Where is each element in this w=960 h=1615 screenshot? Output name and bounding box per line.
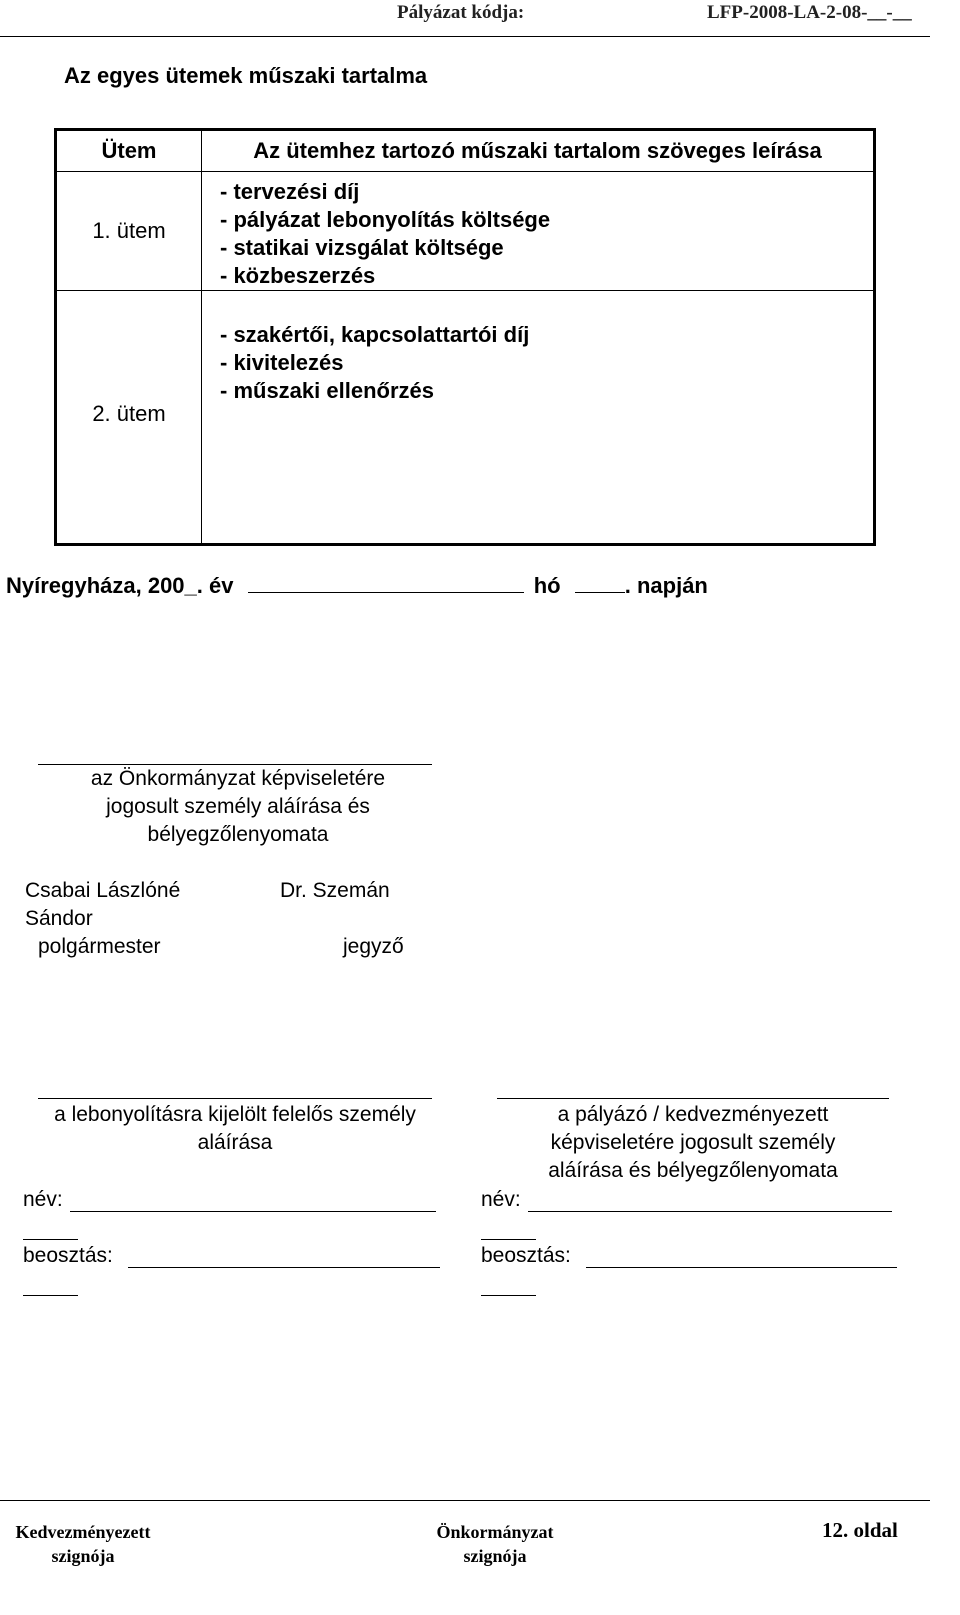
footer-divider (0, 1500, 930, 1501)
left-name-field[interactable] (70, 1211, 436, 1212)
date-day-label: . napján (624, 573, 708, 598)
footer-municipality-initials: Önkormányzat szignója (436, 1522, 554, 1566)
caption-line: aláírása és bélyegzőlenyomata (548, 1159, 838, 1182)
table-header-row (56, 130, 875, 172)
right-signature-line[interactable] (497, 1098, 889, 1099)
right-signature-caption (477, 1101, 909, 1185)
list-item: - statikai vizsgálat költsége (220, 235, 504, 260)
col-header-stage: Ütem (56, 130, 202, 172)
left-signature-line[interactable] (38, 1098, 432, 1099)
date-line (6, 572, 708, 599)
left-position-field[interactable] (128, 1267, 440, 1268)
stage-cell: 2. ütem (56, 291, 202, 545)
right-name-field-cont[interactable] (481, 1239, 536, 1240)
footer-beneficiary-initials: Kedvezményezett szignója (15, 1522, 151, 1566)
notary-title: jegyző (343, 935, 404, 958)
header-divider (0, 36, 930, 37)
stage-cell: 1. ütem (56, 172, 202, 291)
right-name-label: név: (481, 1188, 521, 1211)
table-row (56, 172, 875, 291)
caption-line: a lebonyolításra kijelölt felelős személy (54, 1103, 416, 1126)
right-name-field[interactable] (528, 1211, 892, 1212)
left-position-field-cont[interactable] (23, 1295, 78, 1296)
col-header-description: Az ütemhez tartozó műszaki tartalom szöveges leírása (202, 130, 875, 172)
stages-table (54, 128, 876, 546)
list-item: - közbeszerzés (220, 263, 376, 288)
right-position-label: beosztás: (481, 1244, 571, 1267)
caption-line: aláírása (197, 1131, 273, 1154)
left-signature-caption (20, 1101, 450, 1157)
caption-line: bélyegzőlenyomata (147, 823, 329, 846)
main-signature-caption (38, 765, 438, 849)
description-cell (202, 291, 875, 545)
date-place-year: Nyíregyháza, 200_. év (6, 573, 234, 598)
header-code-value: LFP-2008-LA-2-08-__-__ (707, 2, 912, 23)
list-item: - szakértői, kapcsolattartói díj (220, 322, 530, 347)
left-name-label: név: (23, 1188, 63, 1211)
left-position-label: beosztás: (23, 1244, 113, 1267)
list-item: - műszaki ellenőrzés (220, 378, 434, 403)
list-item: - tervezési díj (220, 179, 360, 204)
list-item: - kivitelezés (220, 350, 344, 375)
caption-line: képviseletére jogosult személy (550, 1131, 836, 1154)
left-name-field-cont[interactable] (23, 1239, 78, 1240)
page-number: 12. oldal (822, 1518, 898, 1542)
table-row (56, 291, 875, 545)
month-blank[interactable] (248, 572, 524, 593)
caption-line: jogosult személy aláírása és (106, 795, 370, 818)
mayor-title: polgármester (38, 935, 161, 958)
date-month-label: hó (533, 573, 561, 598)
description-cell (202, 172, 875, 291)
caption-line: az Önkormányzat képviseletére (90, 767, 386, 790)
mayor-name: Csabai Lászlóné Sándor (25, 879, 181, 930)
caption-line: a pályázó / kedvezményezett (557, 1103, 829, 1126)
list-item: - pályázat lebonyolítás költsége (220, 207, 551, 232)
right-position-field-cont[interactable] (481, 1295, 536, 1296)
day-blank[interactable] (575, 572, 625, 593)
notary-name: Dr. Szemán (280, 879, 390, 902)
section-title: Az egyes ütemek műszaki tartalma (64, 63, 428, 88)
header-code-label: Pályázat kódja: (397, 2, 525, 23)
right-position-field[interactable] (586, 1267, 897, 1268)
